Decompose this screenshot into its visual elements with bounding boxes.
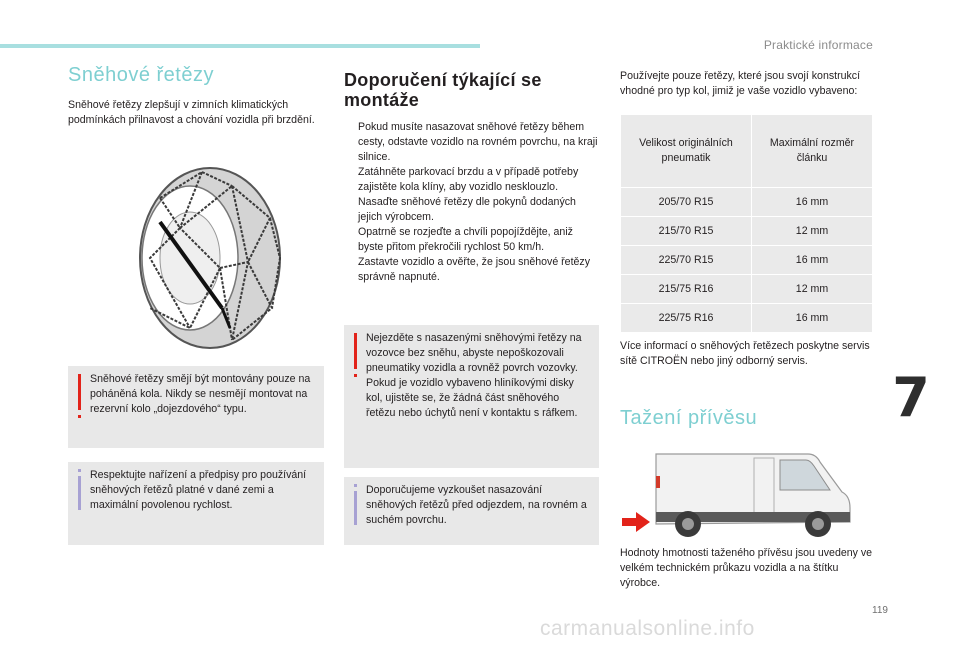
table-header-cell: Velikost originálních pneumatik bbox=[621, 115, 752, 188]
table-cell: 225/70 R15 bbox=[621, 246, 752, 275]
list-item bbox=[344, 165, 599, 195]
info-icon bbox=[354, 491, 357, 525]
warning-note-no-snow bbox=[344, 325, 599, 468]
chapter-number: 7 bbox=[892, 366, 930, 429]
table-cell: 225/75 R16 bbox=[621, 304, 752, 333]
towing-title: Tažení přívěsu bbox=[620, 407, 758, 429]
list-item-text: Opatrně se rozjeďte a chvíli popojíždějte, aniž byste přitom překročili rychlost 50 km/h. bbox=[358, 226, 573, 253]
table-cell: 215/75 R16 bbox=[621, 275, 752, 304]
info-icon bbox=[78, 476, 81, 510]
more-info-text: Více informací o sněhových řetězech poskytne servis sítě CITROËN nebo jiný odborný servis. bbox=[620, 340, 870, 367]
info-note-regulations bbox=[68, 462, 324, 545]
list-item bbox=[344, 195, 599, 225]
snow-chains-column bbox=[68, 60, 324, 128]
warning-icon bbox=[78, 374, 81, 410]
list-item bbox=[344, 225, 599, 255]
table-row bbox=[621, 246, 873, 275]
table-header-cell: Maximální rozměr článku bbox=[752, 115, 873, 188]
list-item-text: Nasaďte sněhové řetězy dle pokynů dodaných jejich výrobcem. bbox=[358, 196, 576, 223]
table-cell: 16 mm bbox=[752, 304, 873, 333]
list-item-text: Pokud musíte nasazovat sněhové řetězy během cesty, odstavte vozidlo na rovném povrchu, na kraji silnice. bbox=[358, 121, 598, 163]
info-note-text: Respektujte nařízení a předpisy pro používání sněhových řetězů platné v dané zemi a maximální povolenou rychlost. bbox=[90, 469, 307, 511]
list-item bbox=[344, 255, 599, 285]
warning-icon bbox=[354, 333, 357, 369]
header-accent-bar bbox=[0, 44, 480, 48]
list-item-text: Zatáhněte parkovací brzdu a v případě potřeby zajistěte kola klíny, aby vozidlo nesklouzlo. bbox=[358, 166, 579, 193]
table-cell: 16 mm bbox=[752, 246, 873, 275]
table-row bbox=[621, 188, 873, 217]
table-cell: 12 mm bbox=[752, 217, 873, 246]
list-item bbox=[344, 120, 599, 165]
table-cell: 12 mm bbox=[752, 275, 873, 304]
table-cell: 215/70 R15 bbox=[621, 217, 752, 246]
warning-note-driven-wheels bbox=[68, 366, 324, 448]
table-header-row bbox=[621, 115, 873, 188]
section-header: Praktické informace bbox=[763, 38, 873, 52]
table-row bbox=[621, 275, 873, 304]
list-item-text: Zastavte vozidlo a ověřte, že jsou sněhové řetězy správně napnuté. bbox=[358, 256, 591, 283]
warning-note-text: Nejezděte s nasazenými sněhovými řetězy na vozovce bez sněhu, abyste nepoškozovali pneumatiky vozidla a rovněž povrch vozovky. Pokud je vozidlo vybaveno hliníkovými disky kol, ujistěte se, že žádná část sněhového řetězu nebo úchytů není v kontaktu s ráfkem. bbox=[366, 332, 582, 419]
mounting-steps-list bbox=[344, 120, 599, 285]
warning-note-text: Sněhové řetězy smějí být montovány pouze na poháněná kola. Nikdy se nesmějí montovat na rezervní kolo „dojezdového“ typu. bbox=[90, 373, 311, 415]
towing-text: Hodnoty hmotnosti taženého přívěsu jsou uvedeny ve velkém technickém průkazu vozidla a na štítku výrobce. bbox=[620, 547, 873, 589]
van-towing-illustration bbox=[620, 452, 856, 542]
info-note-practice bbox=[344, 477, 599, 545]
watermark: carmanualsonline.info bbox=[540, 617, 755, 640]
table-row bbox=[621, 304, 873, 333]
table-cell: 16 mm bbox=[752, 188, 873, 217]
chain-sizes-column bbox=[620, 60, 876, 430]
snow-chains-title: Sněhové řetězy bbox=[68, 64, 214, 86]
chain-sizes-intro: Používejte pouze řetězy, které jsou svojí konstrukcí vhodné pro typ kol, jimiž je vaše vozidlo vybaveno: bbox=[620, 70, 861, 97]
page-number: 119 bbox=[872, 605, 888, 616]
mounting-tips-column bbox=[344, 60, 599, 285]
info-note-text: Doporučujeme vyzkoušet nasazování sněhových řetězů před odjezdem, na rovném a suchém povrchu. bbox=[366, 484, 587, 526]
table-row bbox=[621, 217, 873, 246]
snow-chains-intro: Sněhové řetězy zlepšují v zimních klimatických podmínkách přilnavost a chování vozidla při brzdění. bbox=[68, 99, 315, 126]
chain-size-table bbox=[620, 114, 873, 333]
mounting-tips-title: Doporučení týkající se montáže bbox=[344, 70, 542, 110]
table-cell: 205/70 R15 bbox=[621, 188, 752, 217]
tyre-with-chain-illustration bbox=[120, 158, 300, 358]
